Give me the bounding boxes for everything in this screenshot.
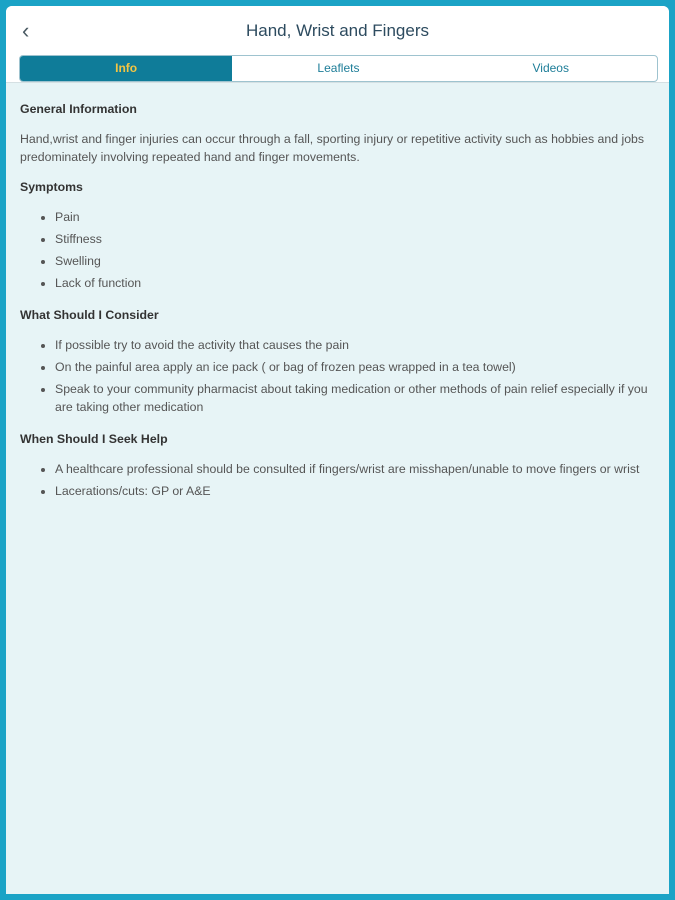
consider-list <box>20 336 655 416</box>
list-item: • Stiffness <box>55 230 655 248</box>
list-item: • On the painful area apply an ice pack ( or bag of frozen peas wrapped in a tea towel) <box>55 358 655 376</box>
app-window <box>6 6 669 894</box>
section-heading: General Information <box>20 102 137 116</box>
list-item: • If possible try to avoid the activity that causes the pain <box>55 336 655 354</box>
list-item: • Swelling <box>55 252 655 270</box>
section-heading: What Should I Consider <box>20 308 159 322</box>
page-title: Hand, Wrist and Fingers <box>246 21 429 40</box>
tab-videos[interactable]: Videos <box>532 61 569 75</box>
general-text: Hand,wrist and finger injuries can occur through a fall, sporting injury or repetitive activity such as hobbies and jobs predominately involving repeated hand and finger movements. <box>20 132 645 164</box>
help-list <box>20 460 655 500</box>
header <box>6 6 669 83</box>
list-item: • A healthcare professional should be consulted if fingers/wrist are misshapen/unable to move fingers or wrist <box>55 460 655 478</box>
list-item: • Lacerations/cuts: GP or A&E <box>55 482 655 500</box>
list-item: • Lack of function <box>55 274 655 292</box>
section-heading: Symptoms <box>20 180 83 194</box>
section-heading: When Should I Seek Help <box>20 432 168 446</box>
tab-bar <box>19 55 658 82</box>
list-item: • Speak to your community pharmacist about taking medication or other methods of pain relief especially if you are taking other medication <box>55 380 655 416</box>
info-content <box>20 100 655 514</box>
tab-leaflets[interactable]: Leaflets <box>317 61 360 75</box>
list-item: • Pain <box>55 208 655 226</box>
tab-info[interactable]: Info <box>20 56 232 81</box>
back-chevron-icon[interactable]: ‹ <box>22 18 30 43</box>
symptoms-list <box>20 208 655 292</box>
